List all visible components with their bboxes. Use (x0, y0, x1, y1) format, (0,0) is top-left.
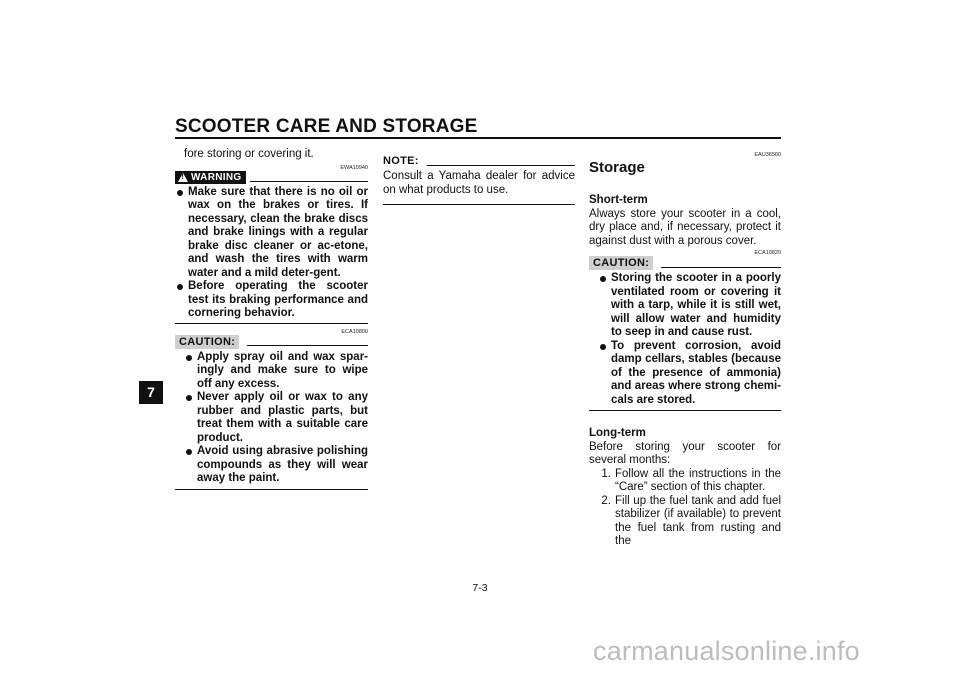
bullet-icon (186, 355, 192, 361)
warning-list (175, 186, 368, 321)
caution-item: Avoid using abrasive polishing compounds as they will wear away the paint. (184, 445, 368, 486)
bullet-icon (177, 190, 183, 196)
caution-header (175, 335, 368, 349)
short-term-text: Always store your scooter in a cool, dry place and, if necessary, protect it against dust with a porous cover. (589, 207, 781, 247)
column-2 (383, 155, 575, 205)
bullet-icon (600, 344, 606, 350)
section-code: EAU36560 (754, 152, 781, 158)
column-3 (589, 152, 781, 549)
caution-code: ECA10820 (754, 250, 781, 256)
caution-header (589, 256, 781, 270)
step-item: 2. Fill up the fuel tank and add fuel stabilizer (if available) to prevent the fuel tank from rusting and the (601, 494, 781, 547)
warning-header (175, 171, 368, 184)
warning-item: Before operating the scooter test its braking performance and cornering behavior. (175, 280, 368, 321)
watermark: carmanualsonline.info (593, 636, 860, 666)
caution-item: Storing the scooter in a poorly ventilated room or covering it with a tarp, while it is still wet, will allow water and humidity to seep in and cause rust. (598, 272, 781, 340)
bullet-icon (186, 449, 192, 455)
note-end-rule (383, 204, 575, 205)
caution-item: To prevent corrosion, avoid damp cellars, stables (because of the presence of ammonia) and areas where strong chemi-cals are stored. (598, 340, 781, 408)
caution-badge: CAUTION: (589, 256, 653, 270)
long-term-heading: Long-term (589, 427, 646, 439)
lead-text: fore storing or covering it. (184, 148, 314, 160)
long-term-intro: Before storing your scooter for several months: (589, 440, 781, 466)
caution-end-rule (175, 489, 368, 490)
warning-label: WARNING (191, 171, 242, 183)
warning-code: EWA10940 (340, 164, 368, 171)
page-number: 7-3 (472, 582, 488, 594)
caution-list (184, 351, 368, 486)
chapter-tab: 7 (139, 381, 163, 404)
note-header (383, 155, 575, 167)
step-item: 1. Follow all the instructions in the “Care” section of this chapter. (601, 467, 781, 493)
note-label: NOTE: (383, 155, 419, 167)
caution-badge: CAUTION: (175, 335, 239, 349)
note-text: Consult a Yamaha dealer for advice on what products to use. (383, 170, 575, 196)
caution-code: ECA10800 (341, 328, 368, 335)
warning-end-rule (175, 323, 368, 324)
warning-triangle-icon: ! (178, 173, 188, 182)
bullet-icon (177, 284, 183, 290)
caution-header-rule (661, 267, 781, 268)
caution-item: Never apply oil or wax to any rubber and plastic parts, but treat them with a suitable care product. (184, 391, 368, 445)
warning-badge (175, 171, 246, 184)
note-header-rule (427, 165, 575, 166)
page-title: SCOOTER CARE AND STORAGE (175, 116, 478, 137)
bullet-icon (186, 395, 192, 401)
caution-list (598, 272, 781, 407)
bullet-icon (600, 276, 606, 282)
warning-header-rule (250, 181, 368, 182)
short-term-heading: Short-term (589, 194, 648, 206)
warning-item: Make sure that there is no oil or wax on the brakes or tires. If necessary, clean the brake discs and brake linings with a regular brake disc cleaner or ac-etone, and wash the tires with warm water and a mild deter-gent. (175, 186, 368, 281)
title-rule (175, 137, 781, 139)
section-heading: Storage (589, 159, 645, 176)
caution-item: Apply spray oil and wax spar-ingly and make sure to wipe off any excess. (184, 351, 368, 392)
column-1 (175, 148, 368, 490)
long-term-steps (589, 468, 781, 549)
caution-header-rule (247, 345, 368, 346)
